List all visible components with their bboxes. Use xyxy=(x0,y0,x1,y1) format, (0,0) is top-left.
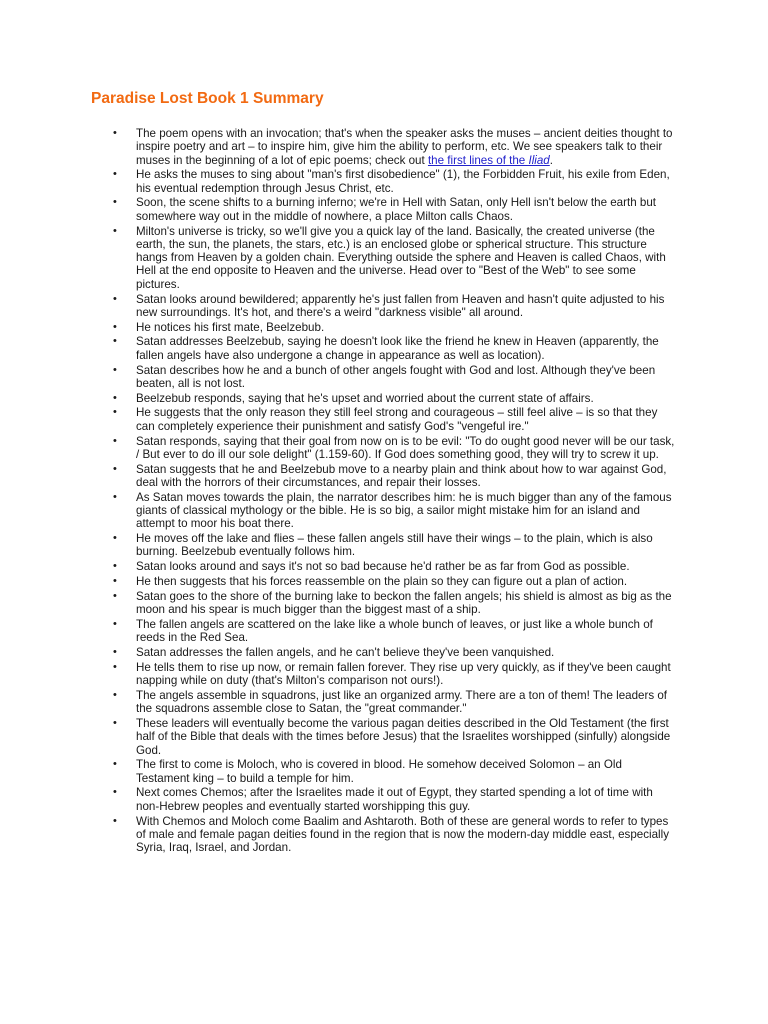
list-item-text: Satan describes how he and a bunch of other angels fought with God and lost. Although they've been beaten, all is not lost. xyxy=(136,363,656,390)
list-item xyxy=(0,758,768,785)
iliad-link[interactable] xyxy=(428,154,550,167)
list-item-text: He notices his first mate, Beelzebub. xyxy=(136,320,325,334)
bullet-icon: • xyxy=(113,786,117,799)
list-item-text: Satan looks around and says it's not so bad because he'd rather be as far from God as possible. xyxy=(136,560,630,574)
list-item xyxy=(0,661,768,688)
bullet-icon: • xyxy=(113,320,117,333)
list-item xyxy=(0,196,768,223)
list-item-text: As Satan moves towards the plain, the narrator describes him: he is much bigger than any of the famous giants of classical mythology or the bible. He is so big, a sailor might mistake him for an island and attempt to moor his boat there. xyxy=(136,490,672,531)
list-item-text: The fallen angels are scattered on the lake like a whole bunch of leaves, or just like a whole bunch of reeds in the Red Sea. xyxy=(136,617,653,645)
list-item-text: Beelzebub responds, saying that he's upset and worried about the current state of affairs. xyxy=(136,391,594,405)
list-item xyxy=(0,689,768,716)
bullet-icon: • xyxy=(113,406,117,419)
bullet-icon: • xyxy=(113,224,117,237)
bullet-icon: • xyxy=(113,560,117,573)
list-item-text: The poem opens with an invocation; that's when the speaker asks the muses – ancient deities thought to inspire poetry and art – to inspire him, give him the ability to perform, etc. We see speakers talk to their muses in the beginning of a lot of epic poems; check out xyxy=(136,127,673,167)
list-item xyxy=(0,435,768,462)
bullet-icon: • xyxy=(113,617,117,630)
list-item-text: Satan suggests that he and Beelzebub move to a nearby plain and think about how to war against God, deal with the horrors of their circumstances, and repair their losses. xyxy=(136,462,667,489)
list-item-text: The first to come is Moloch, who is covered in blood. He somehow deceived Solomon – an Old Testament king – to build a temple for him. xyxy=(136,758,622,785)
list-item xyxy=(0,364,768,391)
list-item-text: Satan addresses the fallen angels, and he can't believe they've been vanquished. xyxy=(136,645,555,659)
list-item xyxy=(0,168,768,195)
bullet-icon: • xyxy=(113,335,117,348)
list-item-text: He asks the muses to sing about "man's first disobedience" (1), the Forbidden Fruit, his exile from Eden, his eventual redemption through Jesus Christ, etc. xyxy=(136,168,670,195)
list-item xyxy=(0,335,768,362)
list-item xyxy=(0,225,768,291)
bullet-icon: • xyxy=(113,758,117,771)
bullet-icon: • xyxy=(113,292,117,305)
list-item-text: He tells them to rise up now, or remain fallen forever. They rise up very quickly, as if they've been caught napping while on duty (that's Milton's comparison not ours!). xyxy=(136,660,671,688)
bullet-icon: • xyxy=(113,363,117,376)
list-item-text: With Chemos and Moloch come Baalim and Ashtaroth. Both of these are general words to refer to types of male and female pagan deities found in the region that is now the modern-day middle east, especially Syria, Iraq, Israel, and Jordan. xyxy=(136,814,669,855)
page-title: Paradise Lost Book 1 Summary xyxy=(91,90,324,107)
list-item xyxy=(0,575,768,588)
bullet-icon: • xyxy=(113,127,117,139)
bullet-icon: • xyxy=(113,688,117,701)
list-item-text: These leaders will eventually become the various pagan deities described in the Old Testament (the first half of the Bible that deals with the times before Jesus) that the Israelites worshipped (sinfully) alongside God. xyxy=(136,716,671,757)
link-text[interactable]: the first lines of the xyxy=(427,153,529,167)
list-item-text: He suggests that the only reason they still feel strong and courageous – still feel alive – is so that they can completely experience their punishment and satisfy God's "vengeful ire." xyxy=(136,406,658,433)
bullet-icon: • xyxy=(113,645,117,658)
list-item-text: Next comes Chemos; after the Israelites made it out of Egypt, they started spending a lot of time with non-Hebrew peoples and eventually started worshipping this guy. xyxy=(136,786,653,813)
list-item-text: Satan looks around bewildered; apparently he's just fallen from Heaven and hasn't quite adjusted to his new surroundings. It's hot, and there's a weird "darkness visible" all around. xyxy=(136,292,665,319)
bullet-icon: • xyxy=(113,660,117,673)
list-item-text: Satan responds, saying that their goal from now on is to be evil: "To do ought good never will be our task, / But ever to do ill our sole delight" (1.159-60). If God does something good, they will try to screw it up. xyxy=(136,434,675,461)
bullet-icon: • xyxy=(113,575,117,587)
bullet-icon: • xyxy=(113,462,117,475)
list-item xyxy=(0,618,768,645)
bullet-icon: • xyxy=(113,532,117,545)
bullet-icon: • xyxy=(113,196,117,209)
list-item-text-end: . xyxy=(549,153,553,167)
list-item xyxy=(0,491,768,531)
list-item-text: Soon, the scene shifts to a burning inferno; we're in Hell with Satan, only Hell isn't below the earth but somewhere way out in the middle of nowhere, a place Milton calls Chaos. xyxy=(136,196,656,223)
list-item xyxy=(0,406,768,433)
list-item xyxy=(0,815,768,855)
list-item xyxy=(0,127,768,167)
bullet-icon: • xyxy=(113,434,117,447)
list-item-text: He then suggests that his forces reassemble on the plain so they can figure out a plan of action. xyxy=(136,575,628,588)
list-item xyxy=(0,463,768,490)
bullet-icon: • xyxy=(113,716,117,729)
list-item xyxy=(0,321,768,334)
list-item xyxy=(0,786,768,813)
bullet-icon: • xyxy=(113,391,117,404)
list-item xyxy=(0,590,768,617)
list-item-text: The angels assemble in squadrons, just like an organized army. There are a ton of them! The leaders of the squadrons assemble close to Satan, the "great commander." xyxy=(136,688,668,716)
bullet-icon: • xyxy=(113,490,117,503)
list-item-text: Milton's universe is tricky, so we'll give you a quick lay of the land. Basically, the created universe (the earth, the sun, the planets, the stars, etc.) is an enclosed globe or spherical structure. This structure hangs from Heaven by a golden chain. Everything outside the sphere and Heaven is called Chaos, with Hell at the end opposite to Heaven and the universe. Head over to "Best of the Web" to see some pictures. xyxy=(136,224,666,291)
list-item xyxy=(0,646,768,659)
summary-list xyxy=(0,127,768,856)
link-italic-text[interactable]: Iliad xyxy=(528,153,550,167)
list-item xyxy=(0,293,768,320)
list-item-text: Satan goes to the shore of the burning lake to beckon the fallen angels; his shield is almost as big as the moon and his spear is much bigger than the biggest mast of a ship. xyxy=(136,589,672,617)
list-item xyxy=(0,717,768,757)
list-item xyxy=(0,532,768,559)
bullet-icon: • xyxy=(113,168,117,181)
list-item xyxy=(0,392,768,405)
list-item xyxy=(0,560,768,573)
bullet-icon: • xyxy=(113,814,117,827)
list-item-text: Satan addresses Beelzebub, saying he doesn't look like the friend he knew in Heaven (apparently, the fallen angels have also undergone a change in appearance as well as location). xyxy=(136,335,659,362)
list-item-text: He moves off the lake and flies – these fallen angels still have their wings – to the plain, which is also burning. Beelzebub eventually follows him. xyxy=(136,532,653,559)
bullet-icon: • xyxy=(113,589,117,602)
